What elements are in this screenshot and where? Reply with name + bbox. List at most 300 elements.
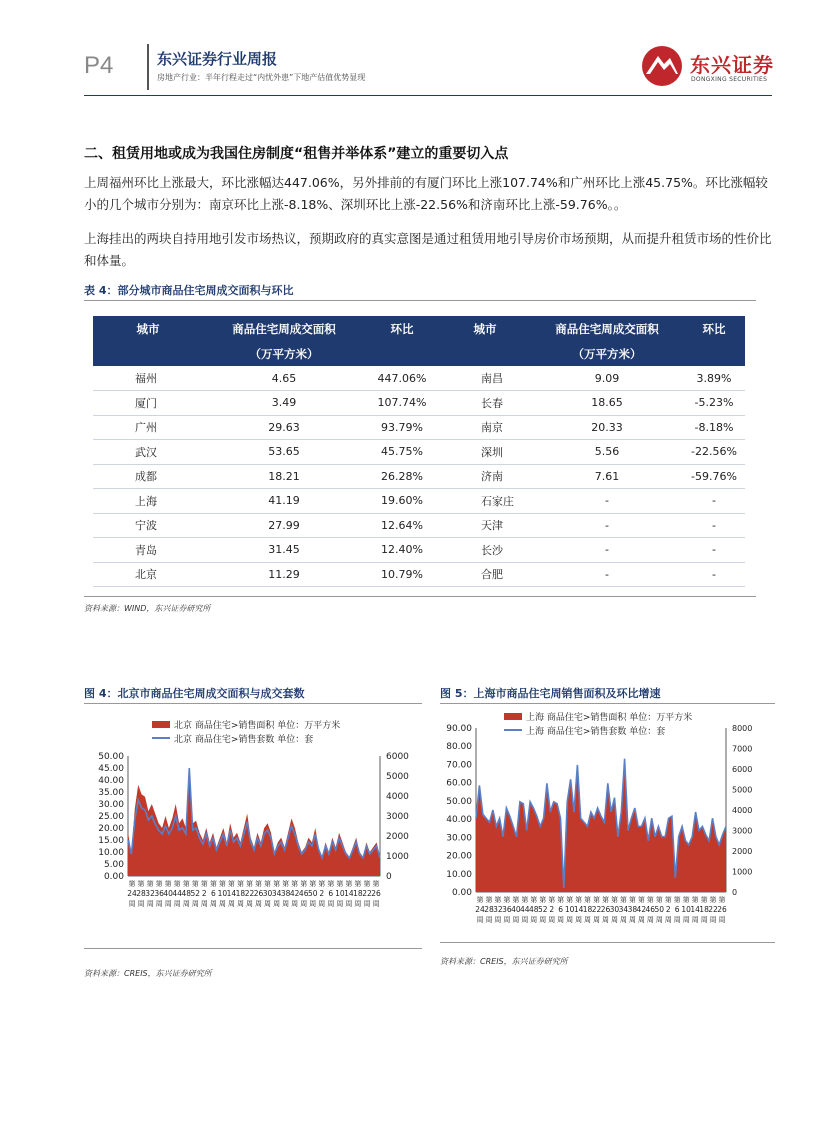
table-cell: 45.75%	[365, 440, 439, 465]
x-tick-suffix: 周	[655, 916, 663, 924]
table-source: 资料来源：WIND，东兴证券研究所	[84, 604, 211, 613]
x-tick-label: 18	[353, 889, 363, 898]
y-right-tick-label: 0	[732, 888, 738, 897]
col-header-city-1: 城市	[93, 316, 203, 342]
table-row	[93, 391, 745, 416]
x-tick-label: 28	[484, 905, 494, 914]
y-right-tick-label: 4000	[732, 806, 753, 815]
series-area-sales-area	[476, 757, 726, 892]
x-tick-label: 44	[172, 889, 182, 898]
x-tick-suffix: 周	[336, 900, 344, 908]
table-cell: -	[531, 562, 683, 587]
table-row	[93, 513, 745, 538]
y-right-tick-label: 6000	[386, 752, 409, 762]
x-tick-label: 38	[627, 905, 638, 914]
x-tick-prefix: 第	[530, 896, 538, 904]
table-cell: 深圳	[439, 440, 531, 465]
x-tick-suffix: 周	[566, 916, 574, 924]
x-tick-prefix: 第	[218, 880, 226, 888]
x-tick-suffix: 周	[584, 916, 592, 924]
table-cell: 合肥	[439, 562, 531, 587]
y-left-tick-label: 80.00	[446, 742, 472, 753]
col-unit-2: （万平方米）	[531, 342, 683, 366]
y-left-tick-label: 10.00	[446, 869, 472, 880]
y-right-tick-label: 3000	[386, 812, 409, 822]
x-tick-suffix: 周	[485, 916, 493, 924]
x-tick-prefix: 第	[309, 880, 317, 888]
header-rule	[84, 95, 772, 96]
table-cell: 12.40%	[365, 538, 439, 563]
table-cell: 9.09	[531, 366, 683, 391]
paragraph-1: 上周福州环比上涨最大，环比涨幅达447.06%，另外排前的有厦门环比上涨107.74%和广州环比上涨45.75%。环比涨幅较小的几个城市分别为：南京环比上涨-8.18%、深圳环比上涨-22.56%和济南环比上涨-59.76%。。	[84, 175, 768, 212]
x-tick-label: 52	[190, 889, 201, 898]
x-tick-prefix: 第	[485, 896, 493, 904]
x-tick-suffix: 周	[191, 900, 199, 908]
table-cell: 北京	[93, 562, 203, 587]
x-tick-prefix: 第	[539, 896, 547, 904]
col-header-area-1: 商品住宅周成交面积	[203, 316, 365, 342]
x-tick-prefix: 第	[345, 880, 353, 888]
header-divider	[147, 44, 149, 90]
x-tick-label: 42	[289, 889, 300, 898]
table-cell: -	[683, 489, 745, 514]
x-tick-label: 36	[154, 889, 164, 898]
x-tick-suffix: 周	[255, 900, 263, 908]
y-left-tick-label: 10.00	[98, 848, 124, 858]
x-tick-label: 18	[582, 905, 593, 914]
x-tick-label: 22	[362, 889, 372, 898]
col-unit-1: （万平方米）	[203, 342, 365, 366]
x-tick-suffix: 周	[673, 916, 681, 924]
x-tick-suffix: 周	[476, 916, 484, 924]
figure-4-top-rule	[84, 703, 422, 704]
legend-label: 上海 商品住宅>销售面积 单位：万平方米	[526, 713, 693, 723]
y-left-tick-label: 90.00	[446, 724, 472, 734]
legend-label: 上海 商品住宅>销售套数 单位：套	[526, 727, 666, 737]
x-tick-suffix: 周	[539, 916, 547, 924]
table-cell: 成都	[93, 464, 203, 489]
x-tick-label: 24	[127, 889, 137, 898]
y-left-tick-label: 20.00	[446, 851, 472, 862]
x-tick-label: 14	[226, 889, 237, 898]
x-tick-prefix: 第	[255, 880, 263, 888]
x-tick-suffix: 周	[521, 916, 529, 924]
table-cell: 19.60%	[365, 489, 439, 514]
table-cell: 20.33	[531, 415, 683, 440]
x-tick-prefix: 第	[664, 896, 672, 904]
x-tick-label: 2	[319, 889, 325, 898]
x-tick-label: 50	[654, 905, 665, 914]
x-tick-label: 22	[244, 889, 255, 898]
table-cell: 石家庄	[439, 489, 531, 514]
x-tick-label: 18	[699, 905, 709, 914]
x-tick-prefix: 第	[610, 896, 618, 904]
figure-5-source: 资料来源：CREIS，东兴证券研究所	[440, 957, 568, 966]
x-tick-label: 44	[520, 905, 530, 914]
x-tick-suffix: 周	[494, 916, 502, 924]
x-tick-prefix: 第	[173, 880, 181, 888]
x-tick-suffix: 周	[610, 916, 618, 924]
table-cell: 53.65	[203, 440, 365, 465]
col-header-city-2: 城市	[439, 316, 531, 342]
table-cell: 长沙	[439, 538, 531, 563]
x-tick-prefix: 第	[700, 896, 708, 904]
legend-label: 北京 商品住宅>销售套数 单位：套	[174, 735, 314, 745]
table-row	[93, 366, 745, 391]
x-tick-prefix: 第	[363, 880, 371, 888]
x-tick-suffix: 周	[264, 900, 272, 908]
table-cell: 4.65	[203, 366, 365, 391]
figure-5-top-rule	[440, 703, 775, 704]
x-tick-suffix: 周	[503, 916, 511, 924]
x-tick-suffix: 周	[245, 900, 253, 908]
y-left-tick-label: 40.00	[446, 815, 472, 826]
figure-5-caption: 图 5：上海市商品住宅周销售面积及环比增速	[440, 687, 661, 700]
x-tick-prefix: 第	[512, 896, 520, 904]
y-left-tick-label: 50.00	[446, 796, 472, 807]
x-tick-label: 18	[235, 889, 246, 898]
x-tick-suffix: 周	[575, 916, 583, 924]
x-tick-prefix: 第	[566, 896, 574, 904]
x-tick-label: 42	[636, 905, 647, 914]
table-cell: -	[531, 538, 683, 563]
x-tick-suffix: 周	[593, 916, 601, 924]
city-sales-table	[93, 316, 745, 587]
y-right-tick-label: 7000	[732, 744, 753, 754]
report-subtitle: 房地产行业：半年行程走过“内忧外患”下地产估值优势显现	[157, 73, 366, 82]
table-row	[93, 464, 745, 489]
x-tick-label: 6	[210, 889, 216, 898]
y-left-tick-label: 35.00	[98, 788, 124, 798]
table-row	[93, 538, 745, 563]
table-cell: -	[531, 489, 683, 514]
x-tick-prefix: 第	[200, 880, 208, 888]
logo-english: DONGXING SECURITIES	[691, 76, 768, 83]
figure-5-bottom-rule	[440, 942, 775, 943]
table-row	[93, 415, 745, 440]
table-cell: 26.28%	[365, 464, 439, 489]
x-tick-suffix: 周	[155, 900, 163, 908]
figure-4-bottom-rule	[84, 948, 422, 949]
x-tick-suffix: 周	[282, 900, 290, 908]
x-tick-suffix: 周	[137, 900, 145, 908]
table-cell: 青岛	[93, 538, 203, 563]
x-tick-prefix: 第	[718, 896, 726, 904]
x-tick-label: 32	[145, 889, 155, 898]
y-left-tick-label: 20.00	[98, 824, 124, 834]
legend-swatch-area	[152, 721, 170, 728]
y-right-tick-label: 5000	[732, 785, 753, 795]
y-left-tick-label: 30.00	[446, 833, 472, 844]
y-left-tick-label: 0.00	[103, 872, 124, 882]
x-tick-label: 48	[529, 905, 539, 914]
x-tick-label: 52	[537, 905, 548, 914]
x-tick-label: 34	[618, 905, 629, 914]
table-caption: 表 4：部分城市商品住宅周成交面积与环比	[84, 284, 294, 297]
table-cell: 41.19	[203, 489, 365, 514]
y-left-tick-label: 50.00	[98, 752, 124, 762]
x-tick-prefix: 第	[584, 896, 592, 904]
report-title: 东兴证券行业周报	[157, 50, 278, 68]
x-tick-label: 2	[665, 905, 671, 914]
x-tick-suffix: 周	[345, 900, 353, 908]
table-cell: 上海	[93, 489, 203, 514]
y-right-tick-label: 4000	[386, 792, 409, 802]
y-left-tick-label: 0.00	[451, 888, 472, 898]
x-tick-label: 46	[298, 889, 309, 898]
table-cell: 天津	[439, 513, 531, 538]
table-cell: 29.63	[203, 415, 365, 440]
x-tick-suffix: 周	[628, 916, 636, 924]
paragraph-2: 上海挂出的两块自持用地引发市场热议，预期政府的真实意图是通过租赁用地引导房价市场预期，从而提升租赁市场的性价比和体量。	[84, 231, 772, 268]
x-tick-suffix: 周	[273, 900, 281, 908]
x-tick-label: 48	[181, 889, 191, 898]
x-tick-suffix: 周	[646, 916, 654, 924]
x-tick-suffix: 周	[227, 900, 235, 908]
x-tick-label: 26	[371, 889, 381, 898]
x-tick-suffix: 周	[664, 916, 672, 924]
x-tick-suffix: 周	[682, 916, 690, 924]
x-tick-suffix: 周	[309, 900, 317, 908]
x-tick-prefix: 第	[227, 880, 235, 888]
table-cell: 长春	[439, 391, 531, 416]
x-tick-suffix: 周	[182, 900, 190, 908]
x-tick-prefix: 第	[619, 896, 627, 904]
table-cell: 107.74%	[365, 391, 439, 416]
page-number: P4	[84, 52, 114, 79]
x-tick-prefix: 第	[209, 880, 217, 888]
x-tick-prefix: 第	[282, 880, 290, 888]
table-cell: 11.29	[203, 562, 365, 587]
table-cell: -	[683, 513, 745, 538]
x-tick-prefix: 第	[691, 896, 699, 904]
section-heading: 二、租赁用地或成为我国住房制度“租售并举体系”建立的重要切入点	[84, 146, 509, 162]
x-tick-prefix: 第	[336, 880, 344, 888]
x-tick-prefix: 第	[548, 896, 556, 904]
table-cell: -22.56%	[683, 440, 745, 465]
x-tick-suffix: 周	[218, 900, 226, 908]
x-tick-label: 2	[201, 889, 207, 898]
y-left-tick-label: 60.00	[446, 778, 472, 789]
caption-rule	[84, 300, 756, 301]
table-cell: 3.49	[203, 391, 365, 416]
x-tick-prefix: 第	[521, 896, 529, 904]
x-tick-label: 10	[335, 889, 345, 898]
y-right-tick-label: 1000	[386, 852, 409, 862]
x-tick-prefix: 第	[318, 880, 326, 888]
table-cell: 10.79%	[365, 562, 439, 587]
x-tick-label: 10	[217, 889, 228, 898]
x-tick-prefix: 第	[372, 880, 380, 888]
x-tick-label: 14	[344, 889, 354, 898]
x-tick-suffix: 周	[291, 900, 299, 908]
x-tick-label: 28	[136, 889, 146, 898]
x-tick-suffix: 周	[530, 916, 538, 924]
x-tick-label: 26	[600, 905, 611, 914]
x-tick-prefix: 第	[601, 896, 609, 904]
x-tick-label: 14	[573, 905, 584, 914]
y-left-tick-label: 40.00	[98, 776, 124, 786]
table-row	[93, 562, 745, 587]
x-tick-prefix: 第	[637, 896, 645, 904]
table-cell: 18.21	[203, 464, 365, 489]
x-tick-suffix: 周	[236, 900, 244, 908]
x-tick-label: 26	[253, 889, 264, 898]
x-tick-prefix: 第	[146, 880, 154, 888]
x-tick-label: 40	[511, 905, 521, 914]
table-cell: -8.18%	[683, 415, 745, 440]
beijing-chart	[84, 706, 422, 946]
x-tick-suffix: 周	[601, 916, 609, 924]
x-tick-prefix: 第	[164, 880, 172, 888]
table-cell: 18.65	[531, 391, 683, 416]
x-tick-prefix: 第	[191, 880, 199, 888]
y-left-tick-label: 15.00	[98, 836, 124, 846]
x-tick-suffix: 周	[300, 900, 308, 908]
x-tick-prefix: 第	[354, 880, 362, 888]
y-right-tick-label: 6000	[732, 765, 753, 774]
table-cell: 31.45	[203, 538, 365, 563]
shanghai-chart	[440, 706, 775, 940]
x-tick-prefix: 第	[155, 880, 163, 888]
x-tick-prefix: 第	[137, 880, 145, 888]
x-tick-prefix: 第	[628, 896, 636, 904]
y-right-tick-label: 3000	[732, 826, 753, 836]
table-cell: 广州	[93, 415, 203, 440]
x-tick-prefix: 第	[476, 896, 484, 904]
x-tick-prefix: 第	[709, 896, 717, 904]
x-tick-label: 10	[564, 905, 575, 914]
x-tick-label: 10	[681, 905, 691, 914]
x-tick-label: 38	[280, 889, 291, 898]
x-tick-suffix: 周	[512, 916, 520, 924]
x-tick-prefix: 第	[300, 880, 308, 888]
x-tick-prefix: 第	[291, 880, 299, 888]
x-tick-suffix: 周	[557, 916, 565, 924]
x-tick-suffix: 周	[372, 900, 380, 908]
table-cell: -	[683, 538, 745, 563]
figure-4-source: 资料来源：CREIS，东兴证券研究所	[84, 969, 212, 978]
x-tick-suffix: 周	[637, 916, 645, 924]
y-left-tick-label: 5.00	[103, 860, 124, 870]
x-tick-label: 32	[493, 905, 503, 914]
x-tick-suffix: 周	[354, 900, 362, 908]
x-tick-label: 40	[163, 889, 173, 898]
x-tick-suffix: 周	[200, 900, 208, 908]
table-cell: 宁波	[93, 513, 203, 538]
table-cell: 济南	[439, 464, 531, 489]
legend-swatch-area	[504, 713, 522, 720]
y-right-tick-label: 1000	[732, 867, 753, 877]
x-tick-suffix: 周	[363, 900, 371, 908]
col-header-area-2: 商品住宅周成交面积	[531, 316, 683, 342]
table-cell: 3.89%	[683, 366, 745, 391]
x-tick-label: 30	[262, 889, 273, 898]
x-tick-prefix: 第	[273, 880, 281, 888]
x-tick-prefix: 第	[593, 896, 601, 904]
x-tick-prefix: 第	[655, 896, 663, 904]
x-tick-suffix: 周	[619, 916, 627, 924]
table-cell: -59.76%	[683, 464, 745, 489]
x-tick-label: 30	[609, 905, 620, 914]
table-cell: 93.79%	[365, 415, 439, 440]
x-tick-label: 14	[690, 905, 700, 914]
x-tick-prefix: 第	[245, 880, 253, 888]
y-right-tick-label: 2000	[386, 832, 409, 842]
x-tick-suffix: 周	[318, 900, 326, 908]
y-left-tick-label: 70.00	[446, 760, 472, 771]
table-cell: 27.99	[203, 513, 365, 538]
x-tick-prefix: 第	[646, 896, 654, 904]
x-tick-prefix: 第	[673, 896, 681, 904]
x-tick-label: 34	[271, 889, 282, 898]
table-cell: -5.23%	[683, 391, 745, 416]
x-tick-prefix: 第	[128, 880, 136, 888]
col-header-ratio-1: 环比	[365, 316, 439, 342]
table-cell: 447.06%	[365, 366, 439, 391]
y-right-tick-label: 2000	[732, 847, 753, 856]
x-tick-prefix: 第	[557, 896, 565, 904]
x-tick-prefix: 第	[682, 896, 690, 904]
y-right-tick-label: 5000	[386, 772, 409, 782]
table-cell: -	[531, 513, 683, 538]
x-tick-suffix: 周	[327, 900, 335, 908]
x-tick-prefix: 第	[503, 896, 511, 904]
col-header-ratio-2: 环比	[683, 316, 745, 342]
table-cell: 5.56	[531, 440, 683, 465]
x-tick-suffix: 周	[164, 900, 172, 908]
table-cell: 福州	[93, 366, 203, 391]
figure-4-caption: 图 4：北京市商品住宅周成交面积与成交套数	[84, 687, 305, 700]
x-tick-label: 22	[708, 905, 718, 914]
table-cell: -	[683, 562, 745, 587]
x-tick-prefix: 第	[236, 880, 244, 888]
y-left-tick-label: 25.00	[98, 812, 124, 822]
x-tick-label: 2	[549, 905, 555, 914]
logo-text: 东兴证券	[690, 53, 774, 77]
table-cell: 厦门	[93, 391, 203, 416]
y-right-tick-label: 8000	[732, 724, 753, 733]
x-tick-label: 6	[558, 905, 564, 914]
y-left-tick-label: 45.00	[98, 764, 124, 774]
x-tick-prefix: 第	[182, 880, 190, 888]
x-tick-label: 46	[645, 905, 656, 914]
x-tick-suffix: 周	[691, 916, 699, 924]
table-row	[93, 489, 745, 514]
x-tick-prefix: 第	[494, 896, 502, 904]
table-cell: 南京	[439, 415, 531, 440]
x-tick-label: 6	[328, 889, 334, 898]
table-bottom-rule	[84, 596, 756, 597]
x-tick-suffix: 周	[718, 916, 726, 924]
table-row	[93, 440, 745, 465]
x-tick-label: 26	[717, 905, 727, 914]
y-right-tick-label: 0	[386, 872, 392, 882]
x-tick-suffix: 周	[146, 900, 154, 908]
x-tick-suffix: 周	[709, 916, 717, 924]
x-tick-label: 6	[674, 905, 680, 914]
y-left-tick-label: 30.00	[98, 800, 124, 810]
x-tick-suffix: 周	[173, 900, 181, 908]
table-cell: 南昌	[439, 366, 531, 391]
legend-label: 北京 商品住宅>销售面积 单位：万平方米	[174, 721, 341, 731]
x-tick-label: 50	[307, 889, 318, 898]
x-tick-suffix: 周	[209, 900, 217, 908]
table-cell: 武汉	[93, 440, 203, 465]
x-tick-label: 36	[502, 905, 512, 914]
x-tick-label: 22	[591, 905, 602, 914]
x-tick-label: 24	[475, 905, 485, 914]
